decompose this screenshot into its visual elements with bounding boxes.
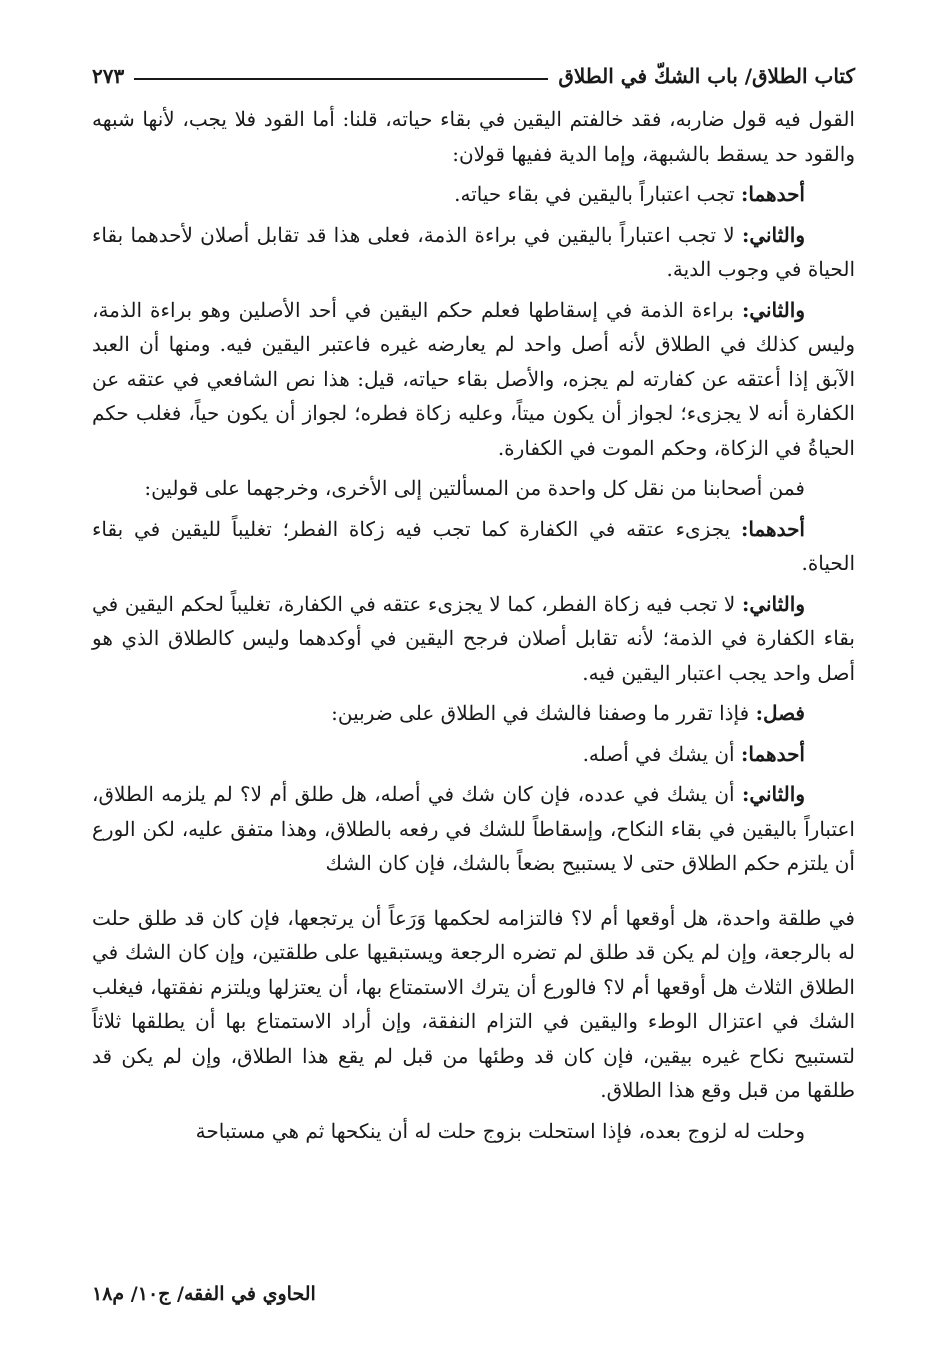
- paragraph-12: [92, 1114, 855, 1149]
- paragraph-text: أن يشك في عدده، فإن كان شك في أصله، هل طلق أم لا؟ لم يلزمه الطلاق، اعتباراً باليقين في بقاء النكاح، وإسقاطاً للشك في رفعه بالطلاق، وهذا متفق عليه، لكن الورع أن يلتزم حكم الطلاق حتى لا يستبيح بضعاً بالشك، فإن كان الشك: [92, 782, 855, 875]
- paragraph-text: فمن أصحابنا من نقل كل واحدة من المسألتين إلى الأخرى، وخرجهما على قولين:: [144, 476, 805, 500]
- footer-signature: الحاوي في الفقه/ ج١٠/ م١٨: [92, 1283, 316, 1305]
- page-footer: [92, 1283, 855, 1305]
- paragraph-lead: أحدهما:: [740, 741, 805, 766]
- paragraph-text: يجزىء عتقه في الكفارة كما تجب فيه زكاة الفطر؛ تغليباً لليقين في بقاء الحياة.: [92, 516, 855, 575]
- paragraph-lead: أحدهما:: [740, 516, 805, 541]
- paragraph-text: فإذا تقرر ما وصفنا فالشك في الطلاق على ضربين:: [331, 701, 756, 725]
- paragraph-7: [92, 587, 855, 691]
- paragraph-2: [92, 177, 855, 212]
- header-rule: [134, 78, 548, 80]
- paragraph-8: [92, 696, 855, 731]
- paragraph-lead: والثاني:: [741, 591, 805, 616]
- paragraph-gap: [92, 887, 855, 901]
- paragraph-text: في طلقة واحدة، هل أوقعها أم لا؟ فالتزامه لحكمها وَرَعاً أن يرتجعها، فإن كان قد طلق حلت له بالرجعة، وإن لم يكن قد طلق لم تضره الرجعة ويستبقيها على طلقتين، وإن كان الشك في الطلاق الثلاث هل أوقعها أم لا؟ فالورع أن يترك الاستمتاع بها، أن يعتزلها ويلتزم نفقتها، فيغلب الشك في اعتزال الوطء واليقين في التزام النفقة، وإن أراد الاستمتاع بها أن يطلقها ثلاثاً لتستبيح نكاح غيره بيقين، فإن كان قد وطئها من قبل لم يقع هذا الطلاق، وإن لم يكن قد طلقها من قبل وقع هذا الطلاق.: [92, 905, 855, 1102]
- paragraph-10: [92, 777, 855, 881]
- chapter-title: كتاب الطلاق/ باب الشكّ في الطلاق: [558, 64, 855, 88]
- paragraph-text: وحلت له لزوج بعده، فإذا استحلت بزوج حلت له أن ينكحها ثم هي مستباحة: [195, 1118, 805, 1143]
- paragraph-text: أن يشك في أصله.: [582, 741, 741, 766]
- paragraph-6: [92, 512, 855, 581]
- paragraph-text: القول فيه قول ضاربه، فقد خالفتم اليقين في بقاء حياته، قلنا: أما القود فلا يجب، لأنها شبهه والقود حد يسقط بالشبهة، وإما الدية ففيها قولان:: [92, 107, 855, 166]
- paragraph-4: [92, 293, 855, 466]
- page-number: ٢٧٣: [92, 64, 125, 88]
- body-text: [92, 102, 855, 1148]
- paragraph-text: لا تجب اعتباراً باليقين في براءة الذمة، فعلى هذا قد تقابل أصلان لأحدهما بقاء الحياة في وجوب الدية.: [92, 222, 855, 281]
- paragraph-lead: والثاني:: [741, 782, 805, 806]
- paragraph-text: براءة الذمة في إسقاطها فعلم حكم اليقين في أحد الأصلين وهو براءة الذمة، وليس كذلك في الطلاق لأنه أصل واحد لم يعارضه غيره فاعتبر اليقين فيه. ومنها أن العبد الآبق إذا أعتقه عن كفارته لم يجزه، والأصل بقاء حياته، قيل: هذا نص الشافعي في عتقه عن الكفارة أنه لا يجزىء؛ لجواز أن يكون ميتاً، وعليه زكاة فطره؛ لجواز أن يكون حياً، فغلب حكم الحياةُ في الزكاة، وحكم الموت في الكفارة.: [92, 297, 855, 460]
- section-heading: فصل:: [755, 701, 805, 725]
- paragraph-lead: والثاني:: [741, 222, 805, 247]
- paragraph-3: [92, 218, 855, 287]
- paragraph-5: [92, 471, 855, 506]
- paragraph-text: تجب اعتباراً باليقين في بقاء حياته.: [454, 182, 741, 206]
- running-header: [92, 58, 855, 94]
- paragraph-lead: والثاني:: [741, 297, 805, 322]
- paragraph-1: [92, 102, 855, 171]
- paragraph-text: لا تجب فيه زكاة الفطر، كما لا يجزىء عتقه في الكفارة، تغليباً لحكم اليقين في بقاء الكفارة في الذمة؛ لأنه تقابل أصلان فرجح اليقين في أوكدهما وليس كالطلاق الذي هو أصل واحد يجب اعتبار اليقين فيه.: [92, 591, 855, 685]
- paragraph-9: [92, 737, 855, 772]
- paragraph-lead: أحدهما:: [740, 182, 805, 206]
- paragraph-11: [92, 901, 855, 1108]
